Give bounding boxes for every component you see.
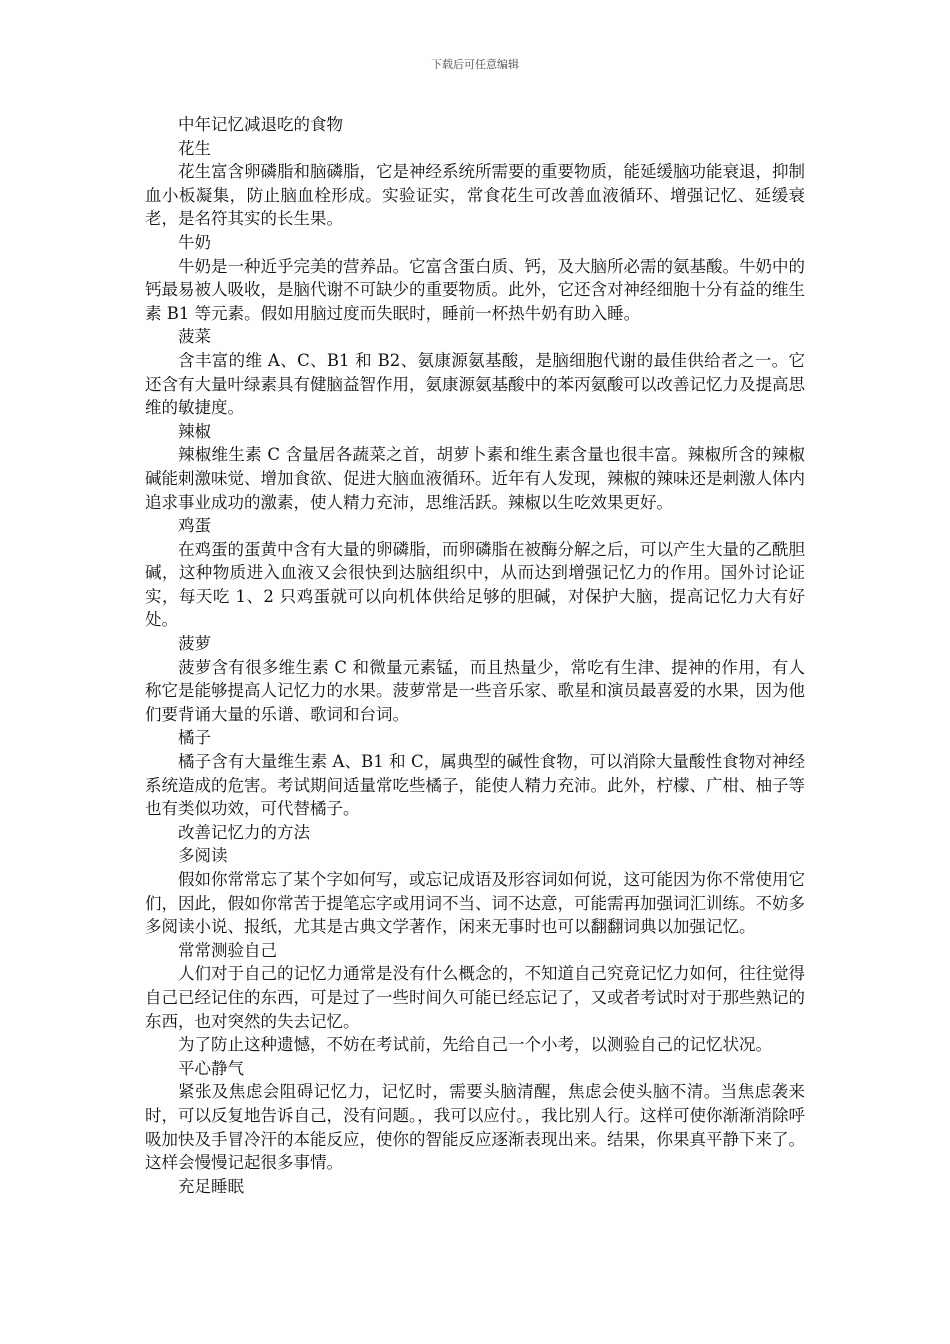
method-heading-reading: 多阅读 bbox=[178, 846, 228, 866]
paragraph: 牛奶是一种近乎完美的营养品。它富含蛋白质、钙，及大脑所必需的氨基酸。牛奶中的钙最易被人吸收，是脑代谢不可缺少的重要物质。此外，它还含对神经细胞十分有益的维生素 B1 等元素。假如用脑过度而失眠时，睡前一杯热牛奶有助入睡。 bbox=[145, 256, 805, 323]
paragraph: 辣椒维生素 C 含量居各蔬菜之首，胡萝卜素和维生素含量也很丰富。辣椒所含的辣椒碱能刺激味觉、增加食欲、促进大脑血液循环。近年有人发现，辣椒的辣味还是刺激人体内追求事业成功的激素，使人精力充沛，思维活跃。辣椒以生吃效果更好。 bbox=[145, 445, 805, 512]
food-heading-peanut: 花生 bbox=[178, 138, 211, 158]
food-heading-orange: 橘子 bbox=[178, 728, 211, 748]
paragraph: 菠萝含有很多维生素 C 和微量元素锰，而且热量少，常吃有生津、提神的作用，有人称它是能够提高人记忆力的水果。菠萝常是一些音乐家、歌星和演员最喜爱的水果，因为他们要背诵大量的乐谱、歌词和台词。 bbox=[145, 657, 805, 724]
section-title: 改善记忆力的方法 bbox=[178, 822, 310, 842]
food-heading-milk: 牛奶 bbox=[178, 232, 211, 252]
paragraph: 为了防止这种遗憾，不妨在考试前，先给自己一个小考，以测验自己的记忆状况。 bbox=[178, 1035, 772, 1055]
section-title: 中年记忆减退吃的食物 bbox=[178, 115, 343, 134]
method-heading-self-test: 常常测验自己 bbox=[178, 940, 277, 960]
paragraph: 含丰富的维 A、C、B1 和 B2、氨康源氨基酸，是脑细胞代谢的最佳供给者之一。它还含有大量叶绿素具有健脑益智作用，氨康源氨基酸中的苯丙氨酸可以改善记忆力及提高思维的敏捷度。 bbox=[145, 350, 805, 418]
paragraph: 花生富含卵磷脂和脑磷脂，它是神经系统所需要的重要物质，能延缓脑功能衰退，抑制血小板凝集，防止脑血栓形成。实验证实，常食花生可改善血液循环、增强记忆、延缓衰老，是名符其实的长生果。 bbox=[145, 162, 805, 229]
method-heading-calm: 平心静气 bbox=[178, 1058, 244, 1078]
paragraph: 在鸡蛋的蛋黄中含有大量的卵磷脂，而卵磷脂在被酶分解之后，可以产生大量的乙酰胆碱，这种物质进入血液又会很快到达脑组织中，从而达到增强记忆力的作用。国外讨论证实，每天吃 1、2 只鸡蛋就可以向机体供给足够的胆碱，对保护大脑，提高记忆力大有好处。 bbox=[145, 539, 805, 630]
page-header: 下载后可任意编辑 bbox=[431, 58, 519, 71]
food-heading-pepper: 辣椒 bbox=[178, 421, 211, 441]
paragraph: 假如你常常忘了某个字如何写，或忘记成语及形容词如何说，这可能因为你不常使用它们，因此，假如你常苦于提笔忘字或用词不当、词不达意，可能需再加强词汇训练。不妨多多阅读小说、报纸，尤其是古典文学著作，闲来无事时也可以翻翻词典以加强记忆。 bbox=[145, 870, 805, 937]
food-heading-pineapple: 菠萝 bbox=[178, 634, 211, 654]
food-heading-egg: 鸡蛋 bbox=[178, 516, 211, 536]
paragraph: 橘子含有大量维生素 A、B1 和 C，属典型的碱性食物，可以消除大量酸性食物对神经系统造成的危害。考试期间适量常吃些橘子，能使人精力充沛。此外，柠檬、广柑、柚子等也有类似功效，可代替橘子。 bbox=[145, 752, 805, 819]
method-heading-sleep: 充足睡眠 bbox=[178, 1176, 244, 1196]
food-heading-spinach: 菠菜 bbox=[178, 327, 211, 347]
paragraph: 人们对于自己的记忆力通常是没有什么概念的，不知道自己究竟记忆力如何，往往觉得自己已经记住的东西，可是过了一些时间久可能已经忘记了，又或者考试时对于那些熟记的东西，也对突然的失去记忆。 bbox=[145, 964, 805, 1031]
paragraph: 紧张及焦虑会阻碍记忆力，记忆时，需要头脑清醒，焦虑会使头脑不清。当焦虑袭来时，可以反复地告诉自己，没有问题。，我可以应付。，我比别人行。这样可使你渐渐消除呼吸加快及手冒冷汗的本能反应，使你的智能反应逐渐表现出来。结果，你果真平静下来了。这样会慢慢记起很多事情。 bbox=[145, 1082, 805, 1173]
document-body bbox=[145, 113, 805, 1198]
